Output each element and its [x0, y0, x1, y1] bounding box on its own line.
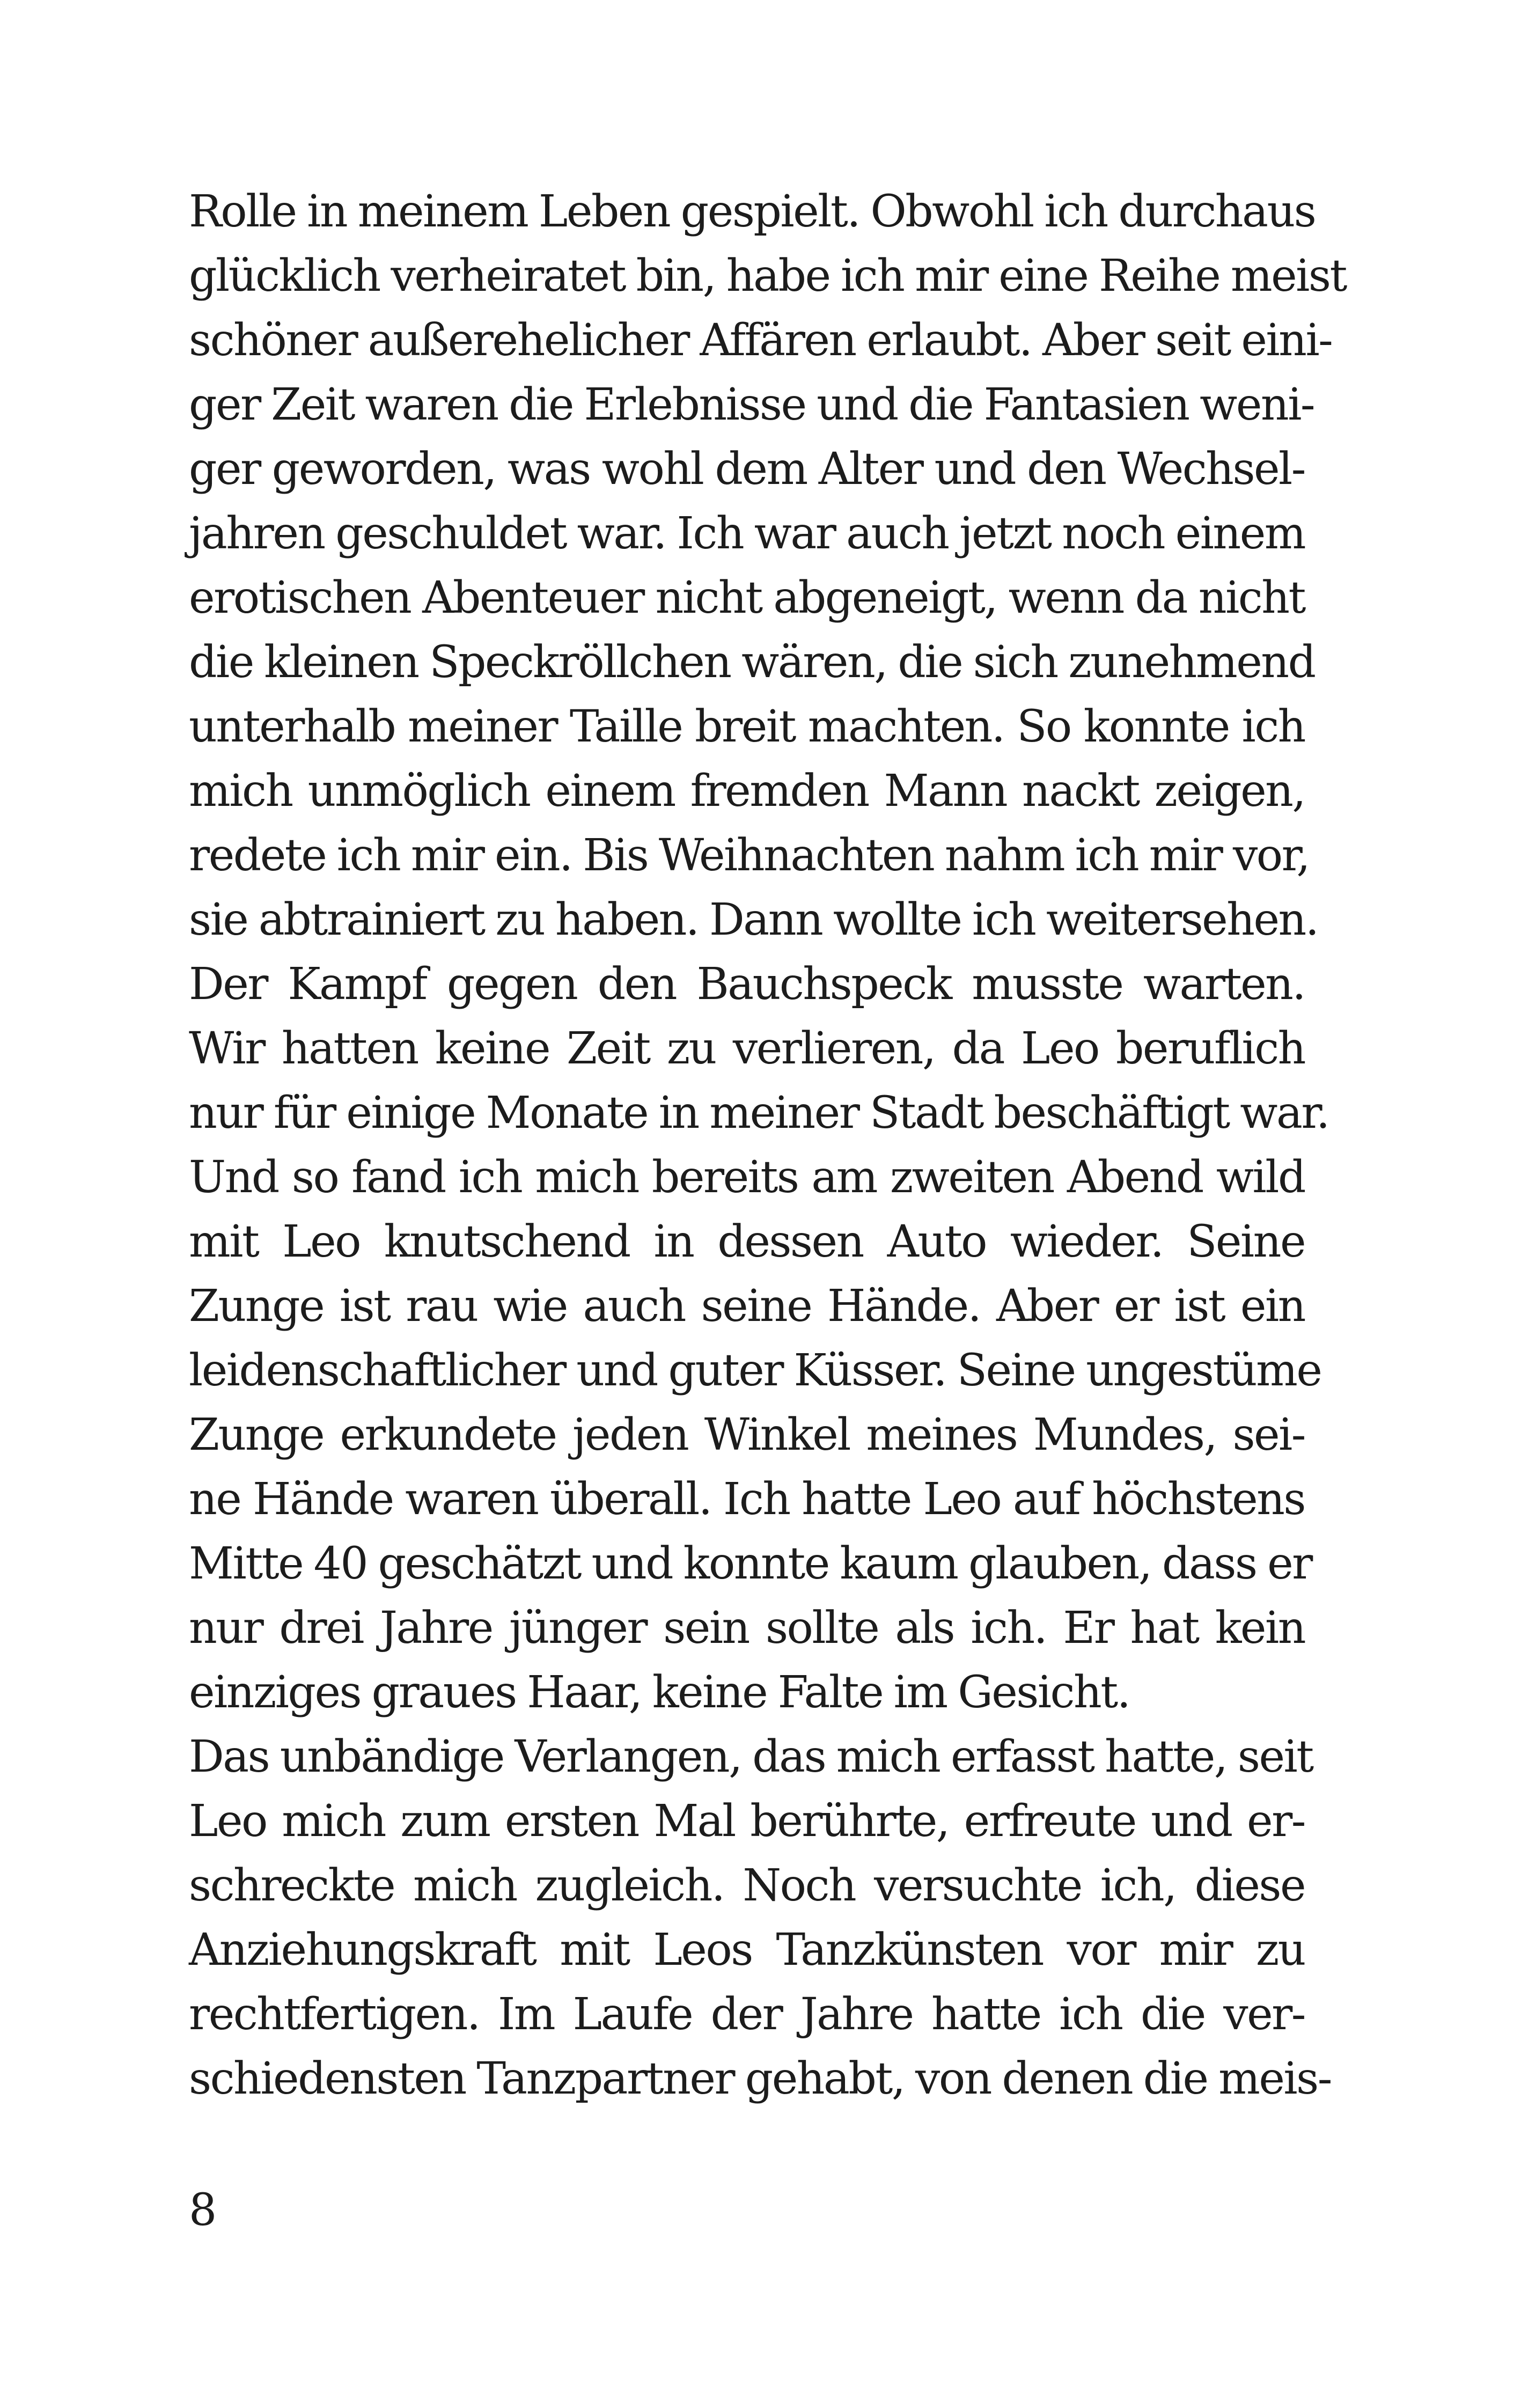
text-line-21: ne Hände waren überall. Ich hatte Leo auf höchstens — [189, 1474, 1305, 1525]
text-line-15: nur für einige Monate in meiner Stadt beschäftigt war. — [189, 1088, 1329, 1139]
text-line-25: Das unbändige Verlangen, das mich erfasst hatte, seit — [189, 1731, 1313, 1782]
text-line-20: Zunge erkundete jeden Winkel meines Mundes, sei- — [189, 1409, 1305, 1460]
text-line-13: Der Kampf gegen den Bauchspeck musste warten. — [189, 959, 1305, 1010]
text-line-30: schiedensten Tanzpartner gehabt, von denen die meis- — [189, 2053, 1331, 2104]
text-line-17: mit Leo knutschend in dessen Auto wieder. Seine — [189, 1216, 1305, 1267]
text-line-08: die kleinen Speckröllchen wären, die sich zunehmend — [189, 637, 1315, 688]
text-line-10: mich unmöglich einem fremden Mann nackt zeigen, — [189, 766, 1305, 817]
text-line-03: schöner außerehelicher Affären erlaubt. Aber seit eini- — [189, 315, 1332, 366]
text-line-27: schreckte mich zugleich. Noch versuchte ich, diese — [189, 1860, 1305, 1911]
text-line-28: Anziehungskraft mit Leos Tanzkünsten vor mir zu — [189, 1925, 1305, 1976]
text-line-06: jahren geschuldet war. Ich war auch jetzt noch einem — [189, 508, 1305, 559]
page-number: 8 — [189, 2185, 217, 2236]
body-text — [189, 180, 1346, 2111]
text-line-07: erotischen Abenteuer nicht abgeneigt, wenn da nicht — [189, 572, 1305, 623]
text-line-02: glücklich verheiratet bin, habe ich mir eine Reihe meist — [189, 251, 1346, 302]
text-line-04: ger Zeit waren die Erlebnisse und die Fantasien weni- — [189, 379, 1314, 430]
text-line-23: nur drei Jahre jünger sein sollte als ich. Er hat kein — [189, 1603, 1305, 1654]
text-line-24: einziges graues Haar, keine Falte im Gesicht. — [189, 1667, 1130, 1718]
text-line-22: Mitte 40 geschätzt und konnte kaum glauben, dass er — [189, 1538, 1312, 1589]
text-line-26: Leo mich zum ersten Mal berührte, erfreute und er- — [189, 1796, 1305, 1847]
text-line-18: Zunge ist rau wie auch seine Hände. Aber er ist ein — [189, 1281, 1305, 1332]
text-line-12: sie abtrainiert zu haben. Dann wollte ich weitersehen. — [189, 894, 1318, 945]
text-line-14: Wir hatten keine Zeit zu verlieren, da Leo beruflich — [189, 1023, 1305, 1074]
text-line-19: leidenschaftlicher und guter Küsser. Seine ungestüme — [189, 1345, 1321, 1396]
text-line-11: redete ich mir ein. Bis Weihnachten nahm ich mir vor, — [189, 830, 1309, 881]
text-line-29: rechtfertigen. Im Laufe der Jahre hatte ich die ver- — [189, 1989, 1305, 2040]
text-line-09: unterhalb meiner Taille breit machten. So konnte ich — [189, 701, 1305, 752]
text-line-01: Rolle in meinem Leben gespielt. Obwohl ich durchaus — [189, 186, 1316, 237]
text-line-05: ger geworden, was wohl dem Alter und den Wechsel- — [189, 444, 1305, 495]
text-line-16: Und so fand ich mich bereits am zweiten Abend wild — [189, 1152, 1305, 1203]
